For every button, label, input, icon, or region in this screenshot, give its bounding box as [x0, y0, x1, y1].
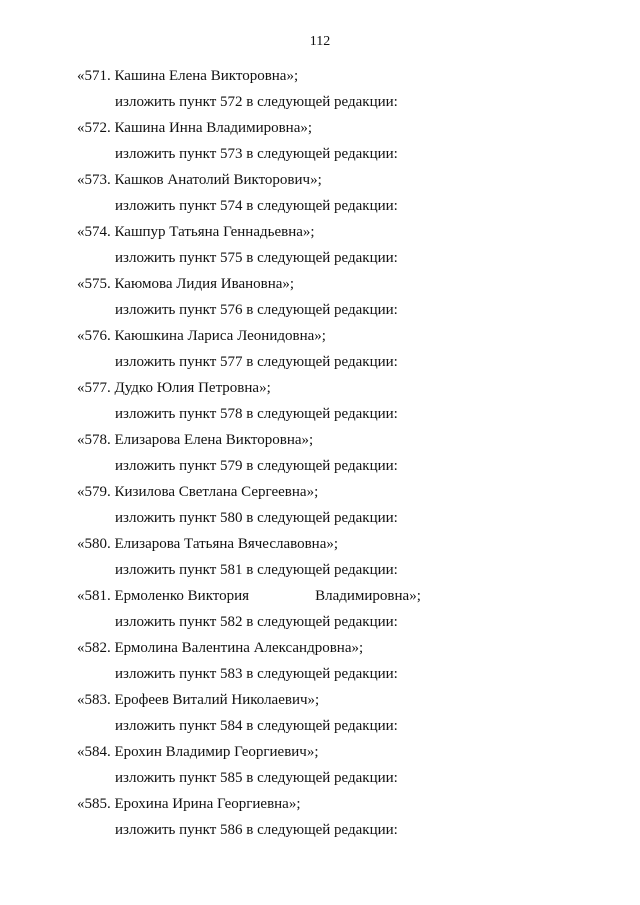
entry-575: «575. Каюмова Лидия Ивановна»; [77, 276, 295, 292]
instruction-575: изложить пункт 575 в следующей редакции: [115, 250, 398, 266]
instruction-583: изложить пункт 583 в следующей редакции: [115, 666, 398, 682]
instruction-573: изложить пункт 573 в следующей редакции: [115, 146, 398, 162]
instruction-577: изложить пункт 577 в следующей редакции: [115, 354, 398, 370]
instruction-584: изложить пункт 584 в следующей редакции: [115, 718, 398, 734]
entry-574: «574. Кашпур Татьяна Геннадьевна»; [77, 224, 315, 240]
entry-577: «577. Дудко Юлия Петровна»; [77, 380, 271, 396]
page-number: 112 [309, 34, 331, 49]
entry-582: «582. Ермолина Валентина Александровна»; [77, 640, 364, 656]
instruction-580: изложить пункт 580 в следующей редакции: [115, 510, 398, 526]
entry-581 [0, 586, 640, 612]
entry-578: «578. Елизарова Елена Викторовна»; [77, 432, 314, 448]
instruction-585: изложить пункт 585 в следующей редакции: [115, 770, 398, 786]
instruction-576: изложить пункт 576 в следующей редакции: [115, 302, 398, 318]
instruction-574: изложить пункт 574 в следующей редакции: [115, 198, 398, 214]
instruction-582: изложить пункт 582 в следующей редакции: [115, 614, 398, 630]
entry-571: «571. Кашина Елена Викторовна»; [77, 68, 299, 84]
entry-572: «572. Кашина Инна Владимировна»; [77, 120, 313, 136]
entry-581-patronymic: Владимировна»; [315, 588, 421, 604]
instruction-586: изложить пункт 586 в следующей редакции: [115, 822, 398, 838]
entry-581-name: «581. Ермоленко Виктория [77, 588, 250, 604]
entry-579: «579. Кизилова Светлана Сергеевна»; [77, 484, 319, 500]
entry-584: «584. Ерохин Владимир Георгиевич»; [77, 744, 319, 760]
entry-583: «583. Ерофеев Виталий Николаевич»; [77, 692, 320, 708]
instruction-581: изложить пункт 581 в следующей редакции: [115, 562, 398, 578]
document-body [0, 66, 640, 846]
entry-576: «576. Каюшкина Лариса Леонидовна»; [77, 328, 326, 344]
entry-585: «585. Ерохина Ирина Георгиевна»; [77, 796, 301, 812]
instruction-578: изложить пункт 578 в следующей редакции: [115, 406, 398, 422]
instruction-572: изложить пункт 572 в следующей редакции: [115, 94, 398, 110]
instruction-579: изложить пункт 579 в следующей редакции: [115, 458, 398, 474]
entry-580: «580. Елизарова Татьяна Вячеславовна»; [77, 536, 339, 552]
entry-573: «573. Кашков Анатолий Викторович»; [77, 172, 322, 188]
